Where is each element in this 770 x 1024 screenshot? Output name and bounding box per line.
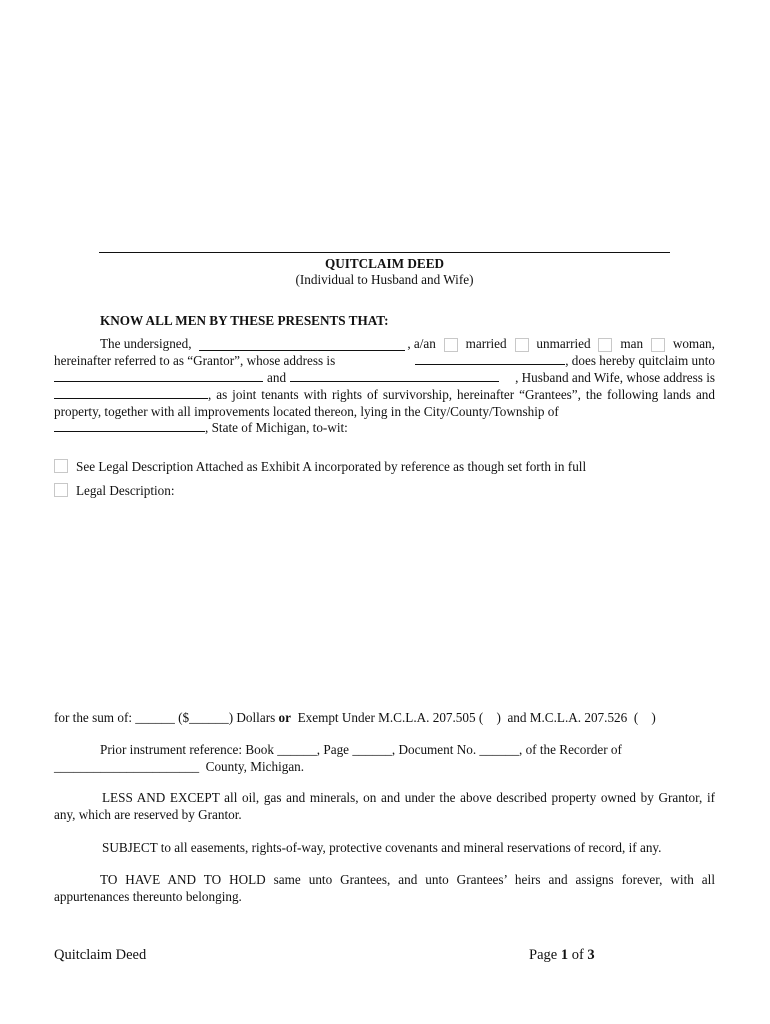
subject-paragraph: SUBJECT to all easements, rights-of-way, protective covenants and mineral reservations of record, if any.	[102, 840, 662, 855]
document-title: QUITCLAIM DEED	[324, 256, 445, 271]
exhibit-a-checkbox[interactable]	[54, 459, 68, 473]
sum-prefix: for the sum of: ______ ($______) Dollars	[54, 710, 276, 725]
grantee2-name-blank[interactable]	[290, 370, 499, 382]
city-county-blank[interactable]	[54, 420, 205, 432]
grantee-address-blank[interactable]	[54, 387, 208, 399]
woman-label: woman,	[672, 336, 715, 352]
joint-tenants-text: , as joint tenants with rights of survivorship, hereinafter “Grantees”, the following lands and property, together with all improvements located thereon, lying in the City/County/Township of	[54, 387, 715, 419]
prior-instrument-line2: ______________________ County, Michigan.	[54, 759, 305, 774]
married-label: married	[465, 336, 507, 352]
undersigned-label: The undersigned,	[100, 336, 192, 352]
husband-wife-text: , Husband and Wife, whose address is	[515, 370, 715, 385]
header-rule	[99, 252, 670, 253]
page-total: 3	[587, 947, 595, 963]
legal-description-label: Legal Description:	[76, 483, 175, 498]
man-label: man	[620, 336, 644, 352]
prior-instrument-line1: Prior instrument reference: Book ______, Page ______, Document No. ______, of the Recorder of	[100, 742, 622, 757]
man-checkbox[interactable]	[598, 338, 612, 352]
a-an-label: , a/an	[407, 336, 436, 352]
grantor-paragraph	[54, 336, 715, 437]
grantor-name-blank[interactable]	[199, 339, 405, 351]
know-all-heading: KNOW ALL MEN BY THESE PRESENTS THAT:	[100, 313, 389, 328]
of-label: of	[571, 947, 584, 963]
state-text: , State of Michigan, to-wit:	[205, 420, 348, 435]
page-num: 1	[560, 947, 569, 963]
less-except-paragraph: LESS AND EXCEPT all oil, gas and minerals, on and under the above described property owned by Grantor, if any, which are reserved by Grantor.	[54, 790, 715, 822]
unmarried-label: unmarried	[536, 336, 591, 352]
legal-option-exhibit[interactable]	[54, 458, 586, 476]
sum-line	[54, 709, 656, 726]
quitclaim-text: , does hereby quitclaim unto	[565, 353, 715, 368]
grantor-address-blank[interactable]	[415, 353, 565, 365]
to-have-paragraph: TO HAVE AND TO HOLD same unto Grantees, and unto Grantees’ heirs and assigns forever, with all appurtenances thereunto belonging.	[54, 872, 715, 904]
page-label: Page	[529, 947, 558, 963]
married-checkbox[interactable]	[444, 338, 458, 352]
document-subtitle: (Individual to Husband and Wife)	[295, 272, 474, 287]
legal-description-checkbox[interactable]	[54, 483, 68, 497]
unmarried-checkbox[interactable]	[515, 338, 529, 352]
sum-exempt: Exempt Under M.C.L.A. 207.505 ( ) and M.C.L.A. 207.526 ( )	[297, 710, 656, 725]
footer-doc-name: Quitclaim Deed	[54, 947, 147, 963]
hereinafter-text: hereinafter referred to as “Grantor”, whose address is	[54, 353, 336, 368]
woman-checkbox[interactable]	[651, 338, 665, 352]
legal-option-description[interactable]	[54, 482, 175, 500]
footer-page-number	[529, 946, 595, 964]
sum-or: or	[278, 710, 291, 725]
grantee1-name-blank[interactable]	[54, 370, 263, 382]
and-label: and	[267, 370, 287, 385]
exhibit-a-label: See Legal Description Attached as Exhibit A incorporated by reference as though set forth in full	[76, 459, 587, 474]
